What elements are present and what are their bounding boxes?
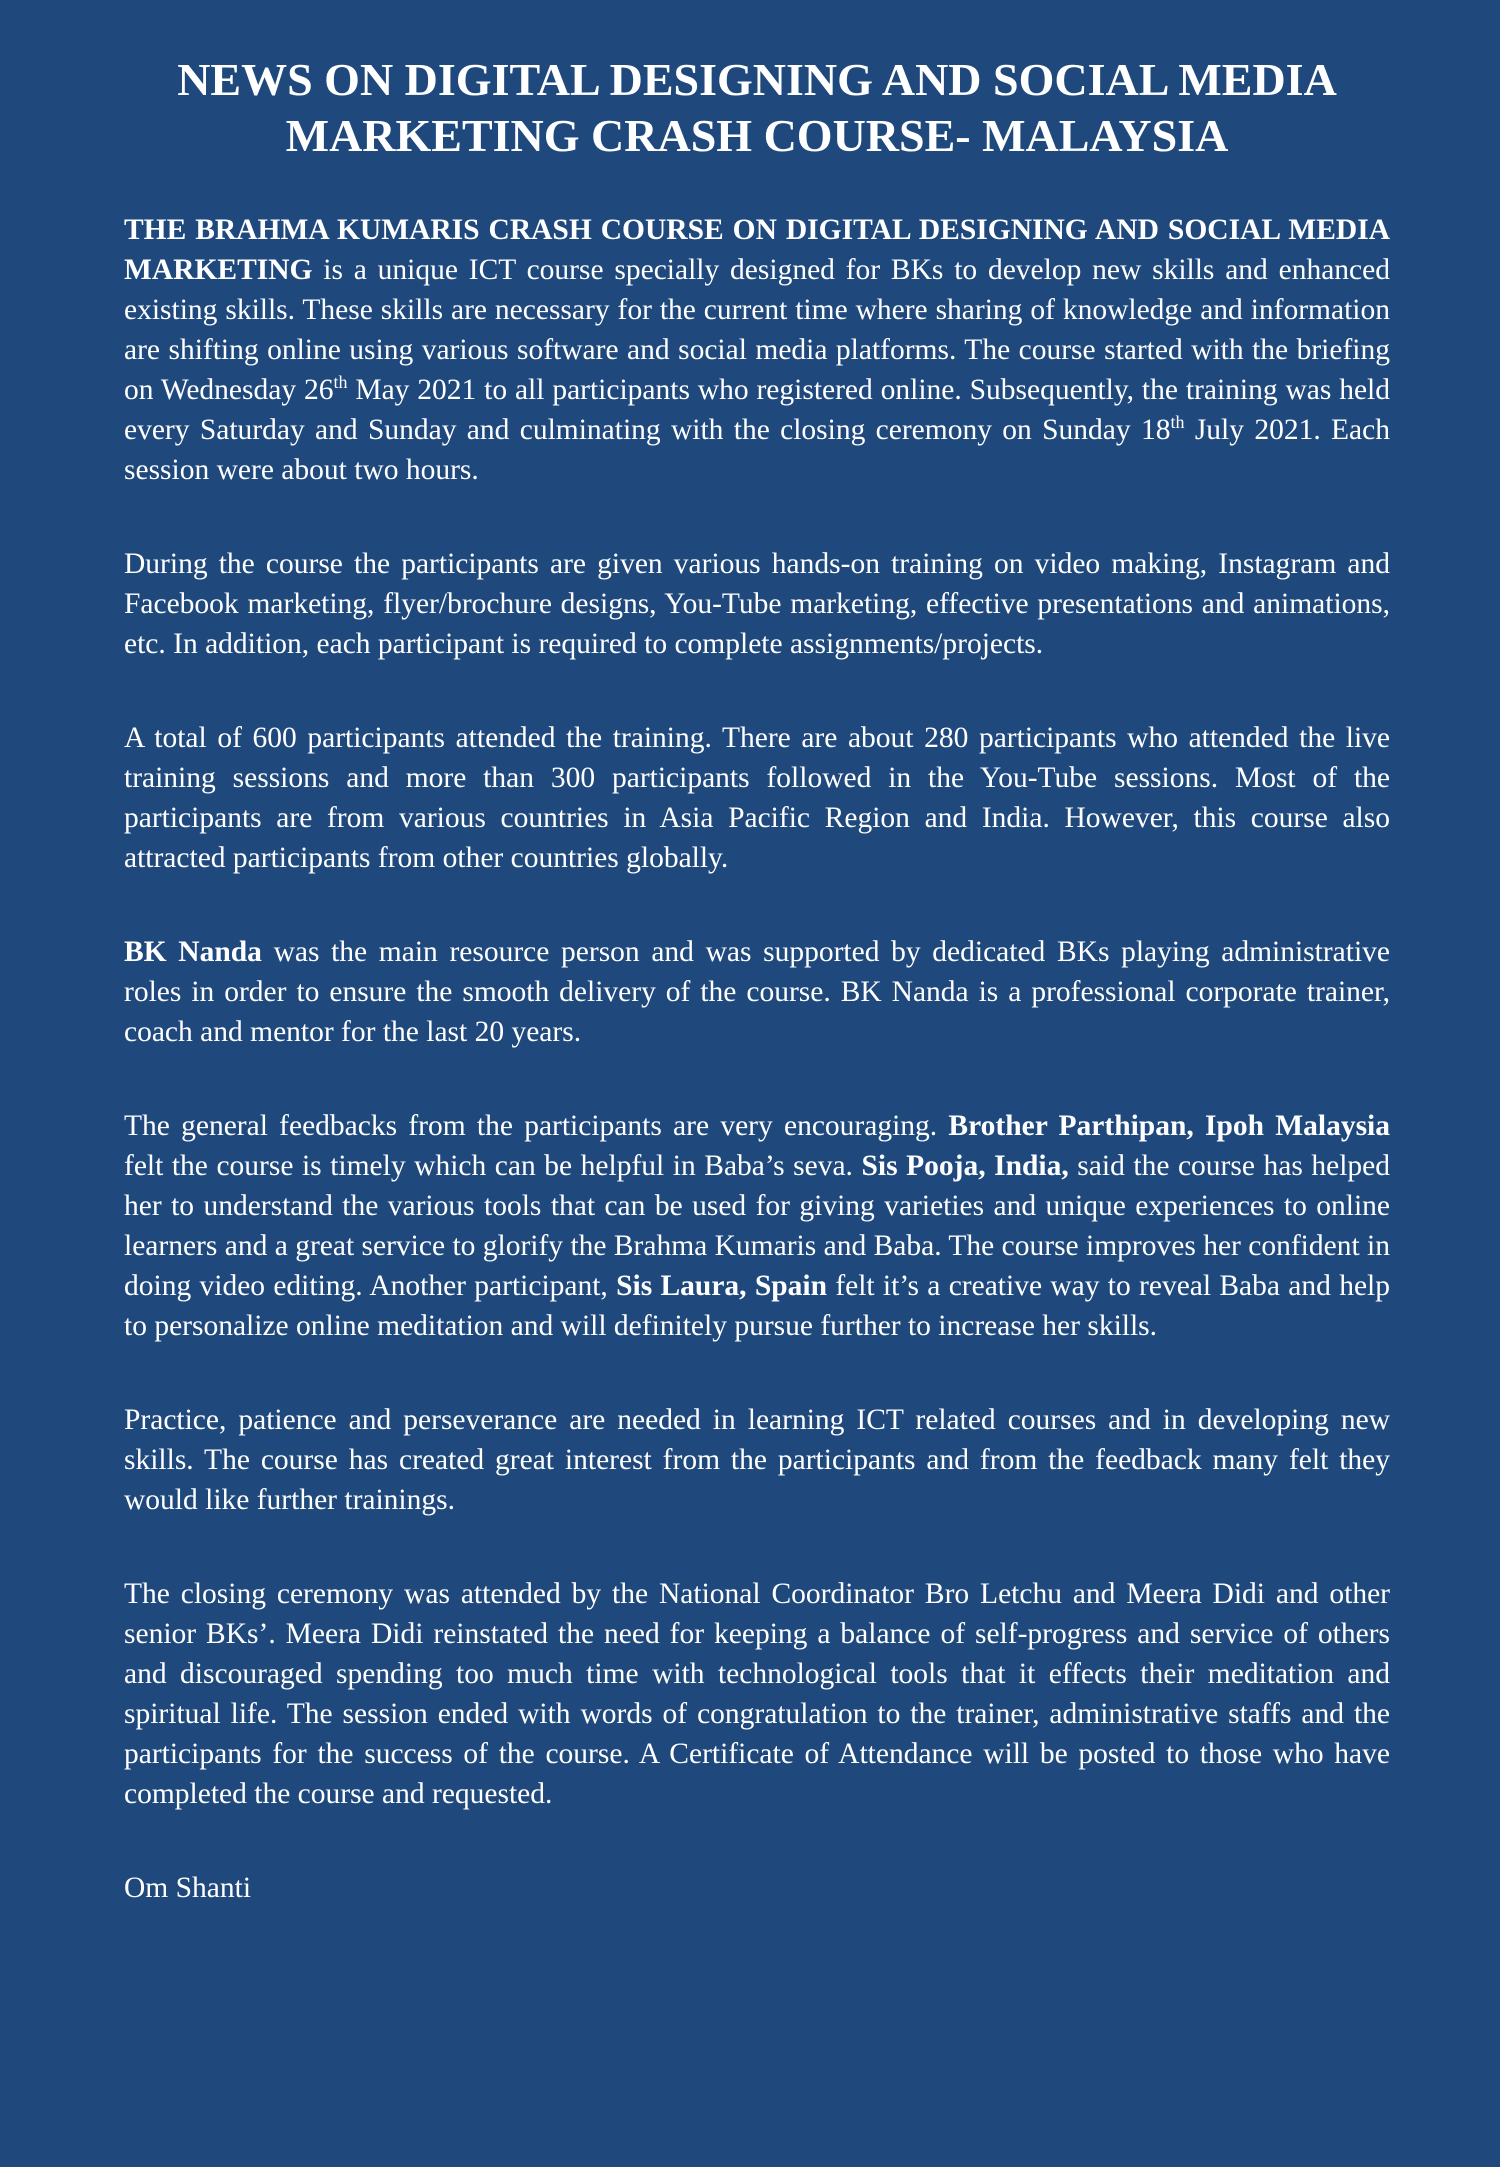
ordinal-suffix-briefing: th (333, 372, 348, 393)
intro-text-a: is a unique ICT course specially designed for BKs to develop new skills and enhanced existing skills. These skills are necessary for the current time where sharing of knowledge and information are shifting online using various software and social media platforms. The course started with the briefing on Wednesday 26 (124, 254, 1390, 406)
course-name-bold: THE BRAHMA KUMARIS CRASH COURSE ON DIGITAL DESIGNING AND SOCIAL MEDIA MARKETING (124, 214, 1390, 286)
feedback-text-c: said the course has helped her to understand the various tools that can be used for giving varieties and unique experiences to online learners and a great service to glorify the Brahma Kumaris and Baba. The course improves her confident in doing video editing. Another participant, (124, 1150, 1391, 1302)
practice-paragraph: Practice, patience and perseverance are needed in learning ICT related courses and in developing new skills. The course has created great interest from the participants and from the feedback many felt they would like further trainings. (124, 1404, 1390, 1516)
feedback-text-d: felt it’s a creative way to reveal Baba and help to personalize online meditation and will definitely pursue further to increase her skills. (124, 1270, 1390, 1342)
testimonial-name-parthipan: Brother Parthipan, Ipoh Malaysia (948, 1110, 1390, 1142)
resource-text: was the main resource person and was supported by dedicated BKs playing administrative roles in order to ensure the smooth delivery of the course. BK Nanda is a professional corporate trainer, coach and mentor for the last 20 years. (124, 936, 1390, 1048)
title-line-1: NEWS ON DIGITAL DESIGNING AND SOCIAL MEDIA (177, 54, 1337, 105)
title-line-2: MARKETING CRASH COURSE- MALAYSIA (285, 110, 1229, 161)
resource-paragraph (124, 932, 1390, 1052)
feedback-paragraph (124, 1106, 1390, 1346)
intro-text-b: May 2021 to all participants who registered online. Subsequently, the training was held every Saturday and Sunday and culminating with the closing ceremony on Sunday 18 (124, 374, 1390, 446)
feedback-text-b: felt the course is timely which can be helpful in Baba’s seva. (124, 1150, 862, 1182)
feedback-text-a: The general feedbacks from the participants are very encouraging. (124, 1110, 949, 1142)
page-title (124, 52, 1390, 164)
training-paragraph: During the course the participants are given various hands-on training on video making, Instagram and Facebook marketing, flyer/brochure designs, You-Tube marketing, effective presentations and animations, etc. In addition, each participant is required to complete assignments/projects. (124, 548, 1390, 660)
testimonial-name-laura: Sis Laura, Spain (616, 1270, 828, 1302)
closing-paragraph: The closing ceremony was attended by the National Coordinator Bro Letchu and Meera Didi and other senior BKs’. Meera Didi reinstated the need for keeping a balance of self-progress and service of others and discouraged spending too much time with technological tools that it effects their meditation and spiritual life. The session ended with words of congratulation to the trainer, administrative staffs and the participants for the success of the course. A Certificate of Attendance will be posted to those who have completed the course and requested. (124, 1578, 1390, 1810)
intro-text-c: July 2021. Each session were about two hours. (124, 414, 1390, 486)
intro-paragraph (124, 210, 1390, 490)
resource-person-name: BK Nanda (124, 936, 262, 968)
signoff: Om Shanti (124, 1872, 252, 1904)
testimonial-name-pooja: Sis Pooja, India, (861, 1150, 1069, 1182)
ordinal-suffix-closing: th (1170, 412, 1185, 433)
attendance-paragraph: A total of 600 participants attended the training. There are about 280 participants who attended the live training sessions and more than 300 participants followed in the You-Tube sessions. Most of the participants are from various countries in Asia Pacific Region and India. However, this course also attracted participants from other countries globally. (124, 722, 1390, 874)
